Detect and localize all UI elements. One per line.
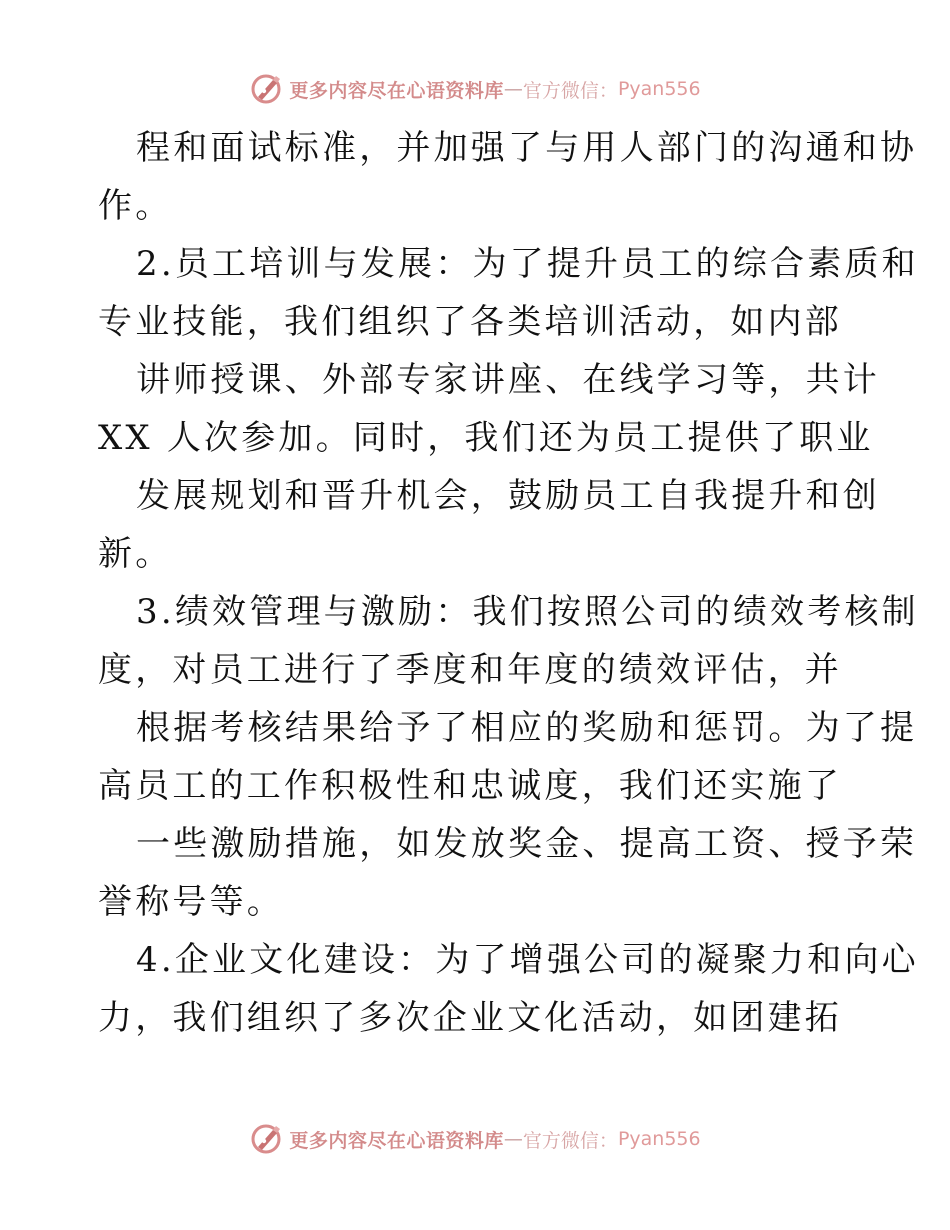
watermark-separator: — (503, 1128, 523, 1150)
watermark-separator: — (503, 78, 523, 100)
body-line: 根据考核结果给予了相应的奖励和惩罚。为了提 (136, 708, 918, 748)
body-line: 一些激励措施，如发放奖金、提高工资、授予荣 (136, 824, 918, 864)
body-line: 新。 (98, 534, 173, 574)
body-line: 发展规划和晋升机会，鼓励员工自我提升和创 (136, 476, 880, 516)
watermark-wechat-id: Pyan556 (617, 78, 701, 100)
body-line: 作。 (98, 186, 173, 226)
body-line: 高员工的工作积极性和忠诚度，我们还实施了 (98, 766, 842, 806)
watermark-wechat-id: Pyan556 (617, 1128, 701, 1150)
body-line: 力，我们组织了多次企业文化活动，如团建拓 (98, 998, 842, 1038)
body-line: 程和面试标准，并加强了与用人部门的沟通和协 (136, 128, 918, 168)
body-line: XX 人次参加。同时，我们还为员工提供了职业 (98, 418, 874, 458)
body-line: 誉称号等。 (98, 882, 284, 922)
body-line: 度，对员工进行了季度和年度的绩效评估，并 (98, 650, 842, 690)
pen-logo-icon (249, 1122, 285, 1156)
body-line: 4.企业文化建设：为了增强公司的凝聚力和向心 (136, 940, 919, 980)
body-line: 专业技能，我们组织了各类培训活动，如内部 (98, 302, 842, 342)
body-line: 讲师授课、外部专家讲座、在线学习等，共计 (136, 360, 880, 400)
watermark-main-text: 更多内容尽在心语资料库 (289, 79, 504, 102)
footer-watermark (0, 1122, 950, 1156)
watermark-wechat-label: 官方微信： (522, 1129, 618, 1152)
body-line: 2.员工培训与发展：为了提升员工的综合素质和 (136, 244, 919, 284)
watermark-wechat-label: 官方微信： (522, 79, 618, 102)
body-line: 3.绩效管理与激励：我们按照公司的绩效考核制 (136, 592, 919, 632)
watermark-main-text: 更多内容尽在心语资料库 (289, 1129, 504, 1152)
